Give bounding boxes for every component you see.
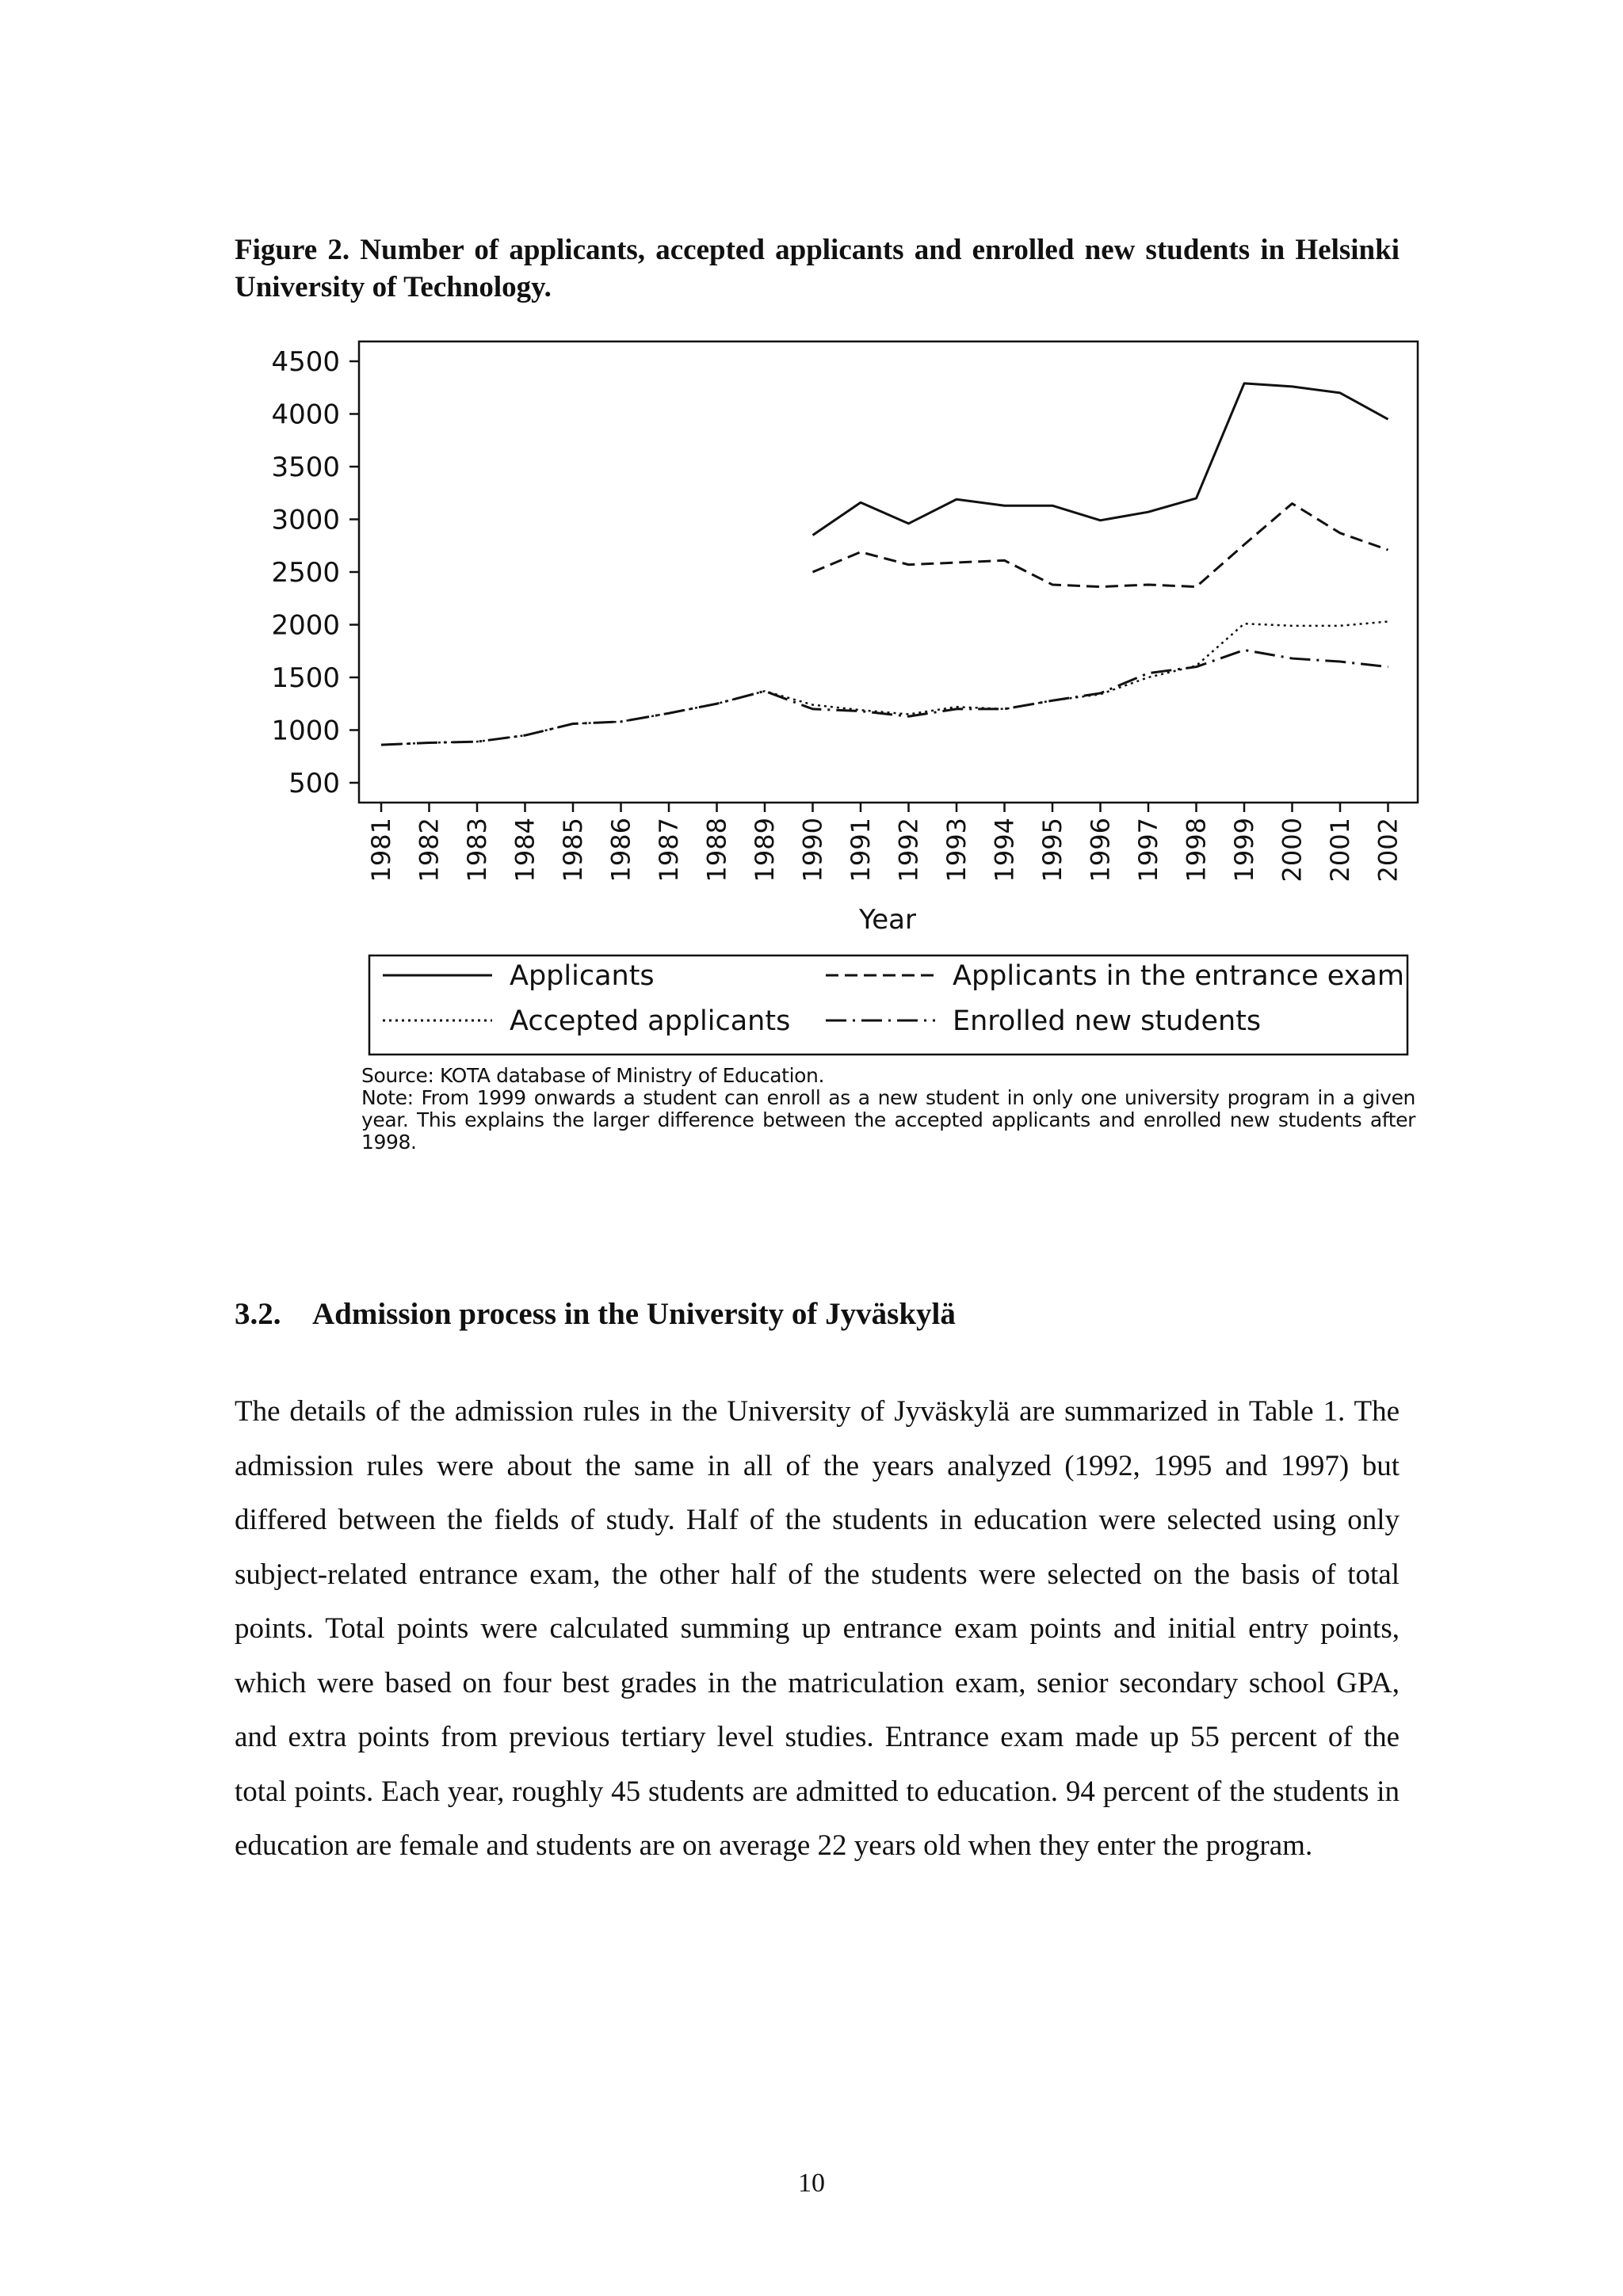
y-tick-label: 2500 (271, 557, 340, 589)
series-line-3 (381, 650, 1388, 745)
x-tick-label: 1992 (893, 818, 924, 883)
section-number: 3.2. (235, 1297, 281, 1331)
x-tick-label: 1990 (797, 818, 828, 883)
y-tick-label: 2000 (271, 609, 340, 642)
x-tick-label: 2000 (1277, 818, 1308, 883)
x-axis-label: Year (859, 904, 916, 936)
x-tick-label: 1982 (414, 818, 445, 883)
x-tick-label: 1983 (462, 818, 492, 883)
y-tick-label: 3000 (271, 504, 340, 536)
x-tick-label: 1985 (558, 818, 588, 883)
y-tick-label: 1000 (271, 715, 340, 747)
series-line-0 (813, 383, 1388, 536)
y-axis (271, 346, 359, 799)
x-tick-label: 1997 (1133, 818, 1163, 883)
x-tick-label: 1994 (989, 818, 1020, 883)
x-tick-label: 1981 (366, 818, 396, 883)
x-tick-label: 1989 (750, 818, 780, 883)
legend-label-2: Accepted applicants (510, 1005, 791, 1037)
x-tick-label: 1987 (654, 818, 684, 883)
section-heading (235, 1296, 956, 1332)
y-tick-label: 3500 (271, 452, 340, 483)
y-tick-label: 4000 (271, 399, 340, 431)
x-tick-label: 2001 (1325, 818, 1355, 883)
legend-label-0: Applicants (510, 960, 655, 992)
x-tick-label: 1988 (701, 818, 732, 883)
y-tick-label: 1500 (271, 662, 340, 694)
legend-label-3: Enrolled new students (953, 1005, 1262, 1037)
x-tick-label: 1996 (1085, 818, 1116, 883)
x-tick-label: 2002 (1373, 818, 1403, 883)
section-title: Admission process in the University of Jyväskylä (312, 1297, 956, 1331)
x-tick-label: 1986 (605, 818, 636, 883)
x-tick-label: 1995 (1037, 818, 1067, 883)
x-tick-label: 1991 (846, 818, 876, 883)
x-axis (366, 803, 1403, 882)
x-tick-label: 1993 (941, 818, 972, 883)
source-note: Source: KOTA database of Ministry of Education. (361, 1064, 825, 1087)
series-layer (381, 383, 1388, 745)
x-tick-label: 1998 (1181, 818, 1212, 883)
figure-caption: Figure 2. Number of applicants, accepted applicants and enrolled new students in Helsinki University of Technology. (235, 234, 1400, 303)
series-line-1 (813, 504, 1388, 587)
legend-label-1: Applicants in the entrance exam (953, 960, 1404, 992)
plot-frame (359, 341, 1418, 803)
legend (383, 960, 1404, 1037)
figure-notes (361, 1065, 1415, 1154)
body-paragraph: The details of the admission rules in the University of Jyväskylä are summarized in Table 1. The admission rules were about the same in all of the years analyzed (1992, 1995 and 1997) but differed between the fields of study. Half of the students in education were selected using only subject-related entrance exam, the other half of the students were selected on the basis of total points. Total points were calculated summing up entrance exam points and initial entry points, which were based on four best grades in the matriculation exam, senior secondary school GPA, and extra points from previous tertiary level studies. Entrance exam made up 55 percent of the total points. Each year, roughly 45 students are admitted to education. 94 percent of the students in education are female and students are on average 22 years old when they enter the program. (235, 1395, 1400, 1862)
y-tick-label: 4500 (271, 346, 340, 378)
x-tick-label: 1999 (1229, 818, 1259, 883)
note-text: Note: From 1999 onwards a student can enroll as a new student in only one university program in a given year. This explains the larger difference between the accepted applicants and enrolled new students after 1998. (361, 1086, 1415, 1154)
x-tick-label: 1984 (510, 818, 540, 883)
page-number: 10 (798, 2168, 825, 2198)
series-line-2 (381, 622, 1388, 746)
y-tick-label: 500 (288, 768, 340, 799)
